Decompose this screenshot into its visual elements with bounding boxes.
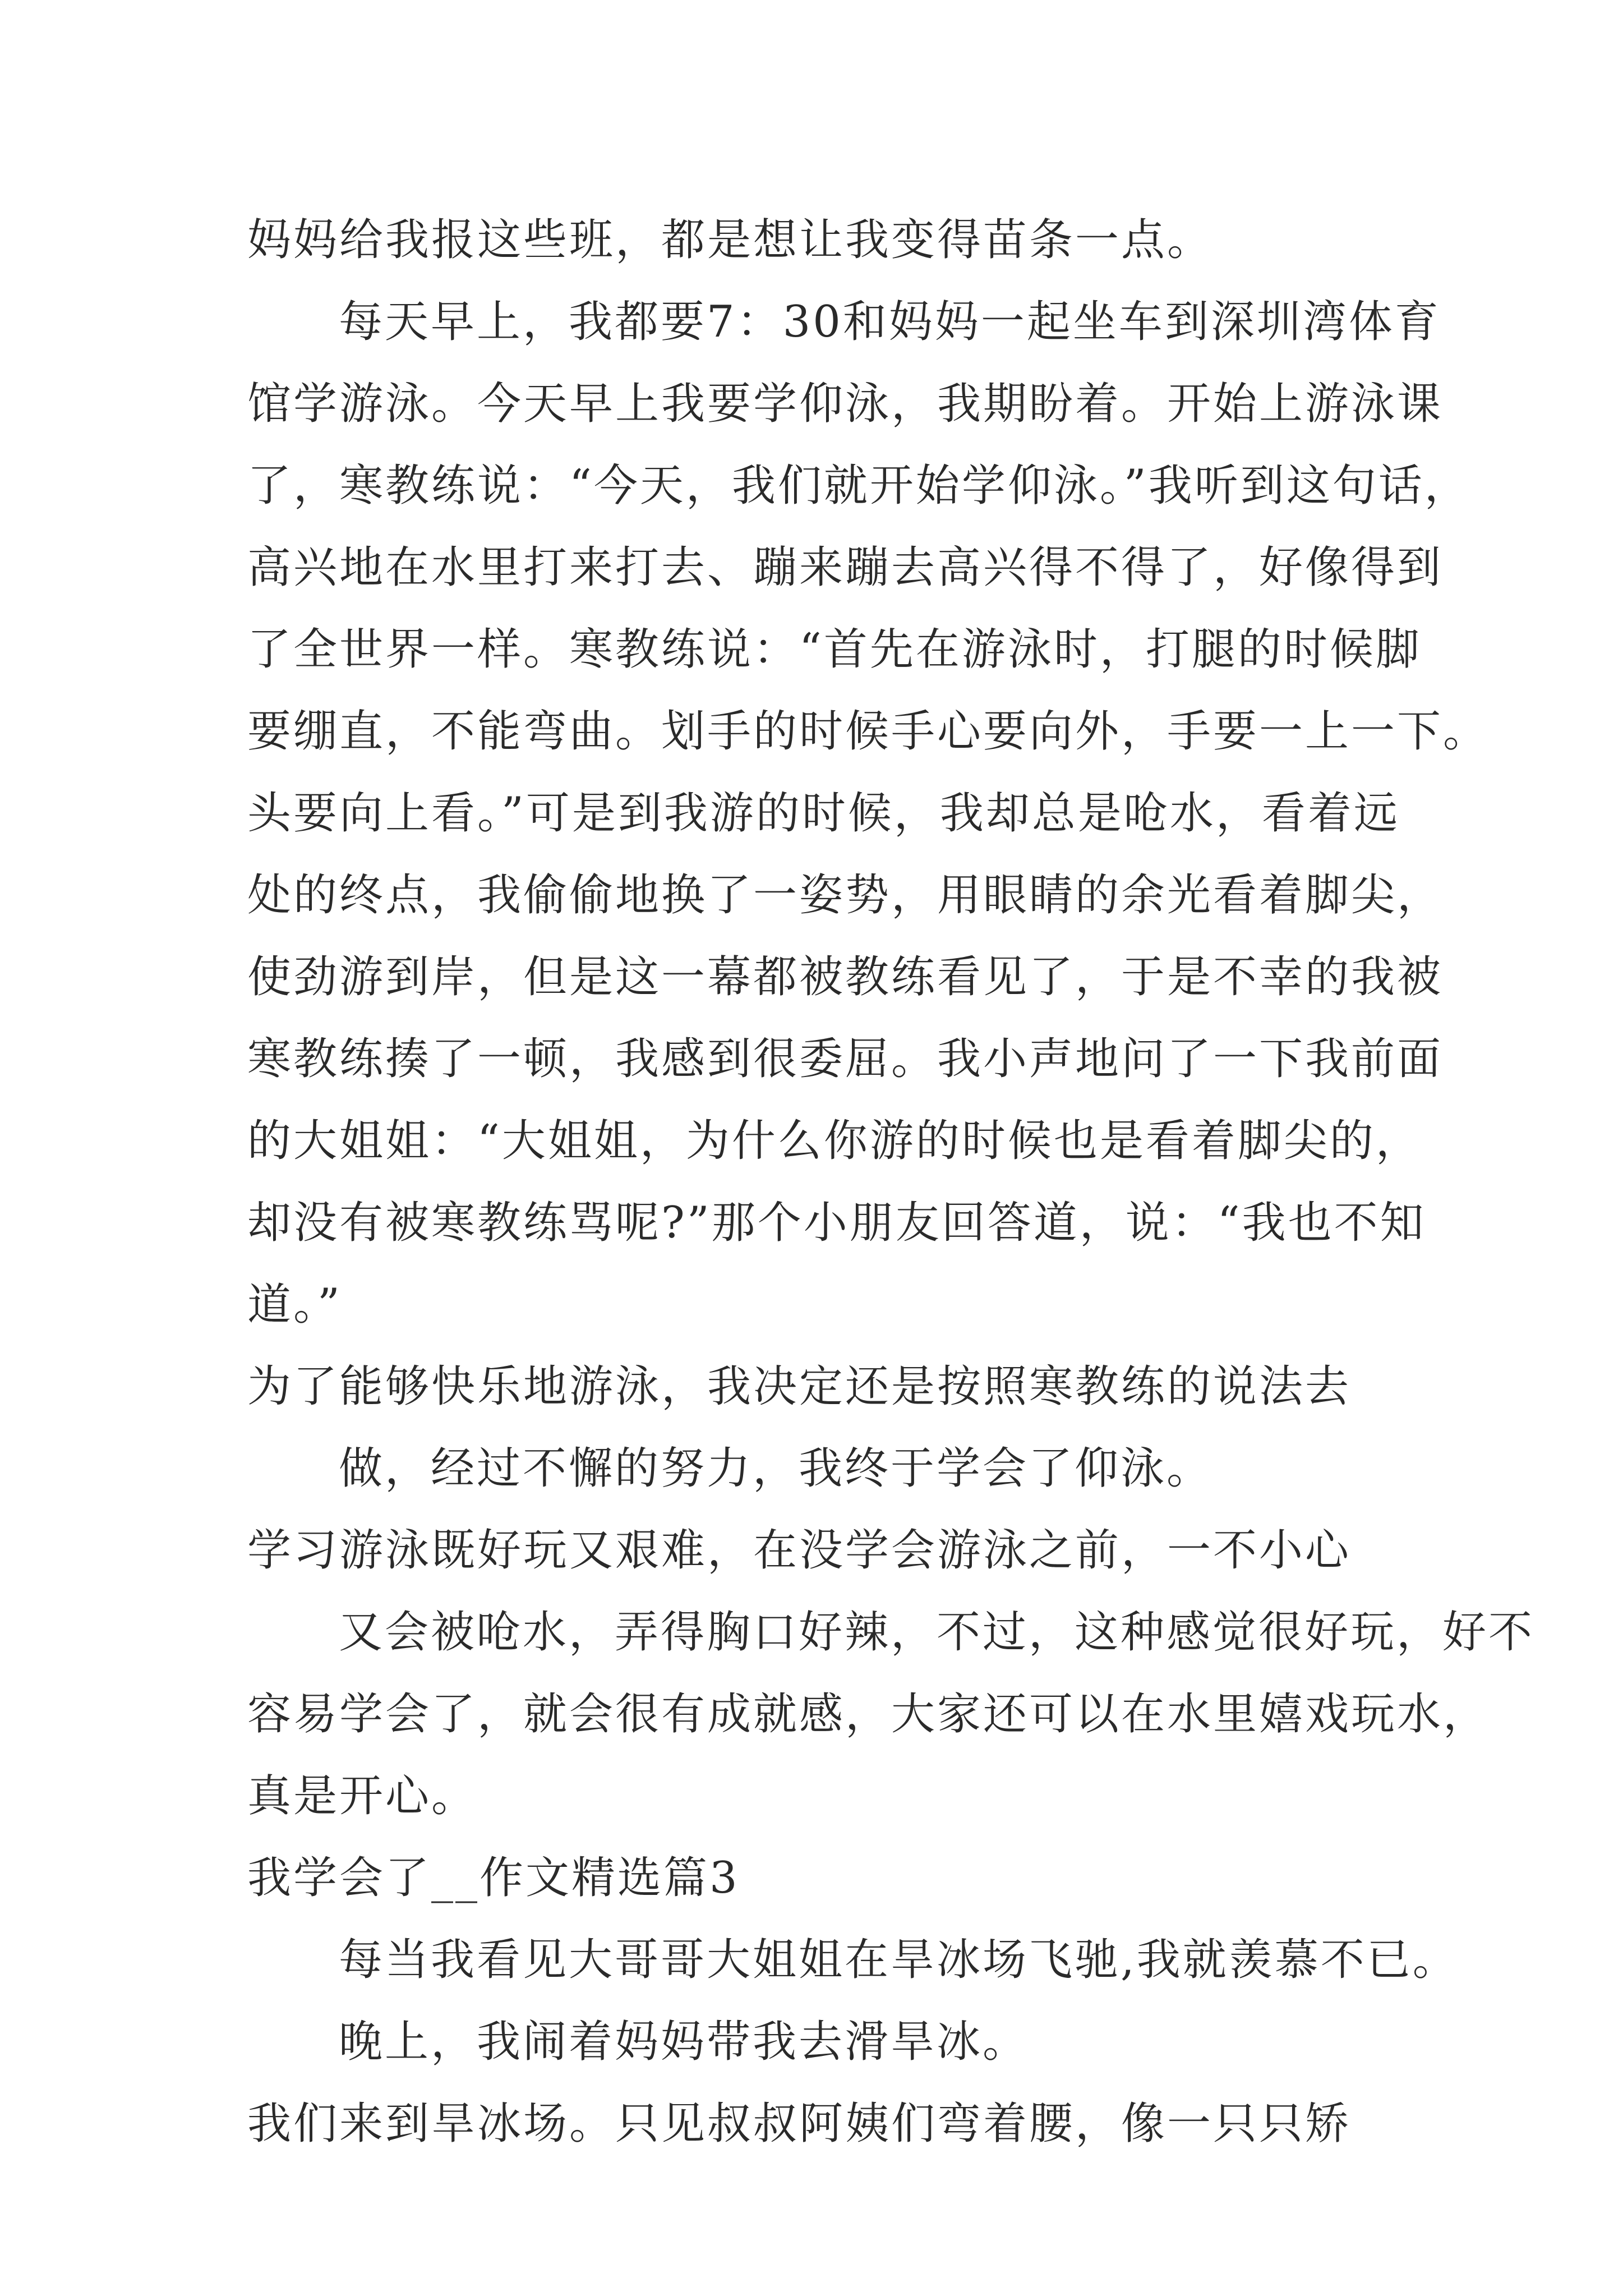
text-line: 馆学游泳。今天早上我要学仰泳，我期盼着。开始上游泳课	[247, 379, 1444, 429]
text-line: 了全世界一样。寒教练说：“首先在游泳时，打腿的时候脚	[247, 624, 1422, 675]
text-line: 又会被呛水，弄得胸口好辣，不过，这种感觉很好玩，好不	[339, 1607, 1535, 1658]
text-line: 高兴地在水里打来打去、蹦来蹦去高兴得不得了，好像得到	[247, 542, 1444, 593]
text-line: 晚上，我闹着妈妈带我去滑旱冰。	[339, 2017, 1029, 2067]
text-line: 寒教练揍了一顿，我感到很委屈。我小声地问了一下我前面	[247, 1034, 1444, 1084]
text-line: 我学会了__作文精选篇3	[247, 1853, 740, 1903]
text-line: 为了能够快乐地游泳，我决定还是按照寒教练的说法去	[247, 1361, 1352, 1412]
text-line: 做，经过不懈的努力，我终于学会了仰泳。	[339, 1443, 1213, 1494]
text-line: 我们来到旱冰场。只见叔叔阿姨们弯着腰，像一只只矫	[247, 2099, 1352, 2149]
text-line: 道。”	[247, 1280, 342, 1330]
text-line: 了，寒教练说：“今天，我们就开始学仰泳。”我听到这句话，	[247, 461, 1470, 511]
text-line	[0, 2178, 1623, 2234]
text-line: 使劲游到岸，但是这一幕都被教练看见了，于是不幸的我被	[247, 952, 1444, 1002]
text-line: 妈妈给我报这些班，都是想让我变得苗条一点。	[247, 215, 1214, 265]
section-heading: 每当我看见大哥哥大姐姐在旱冰场飞驰,我就羡慕不已。	[339, 1935, 1459, 1985]
text-line: 要绷直，不能弯曲。划手的时候手心要向外，手要一上一下。	[247, 706, 1490, 757]
text-line: 真是开心。	[247, 1771, 478, 1821]
text-line: 学习游泳既好玩又艰难，在没学会游泳之前，一不小心	[247, 1525, 1352, 1576]
text-line: 头要向上看。”可是到我游的时候，我却总是呛水，看着远	[247, 788, 1400, 839]
text-line: 容易学会了，就会很有成就感，大家还可以在水里嬉戏玩水，	[247, 1689, 1490, 1740]
text-line: 却没有被寒教练骂呢?”那个小朋友回答道，说：“我也不知	[247, 1198, 1426, 1248]
text-line: 处的终点，我偷偷地换了一姿势，用眼睛的余光看着脚尖，	[247, 870, 1444, 921]
text-line: 每天早上，我都要7：30和妈妈一起坐车到深圳湾体育	[339, 297, 1441, 347]
text-line: 的大姐姐：“大姐姐，为什么你游的时候也是看着脚尖的，	[247, 1116, 1422, 1166]
